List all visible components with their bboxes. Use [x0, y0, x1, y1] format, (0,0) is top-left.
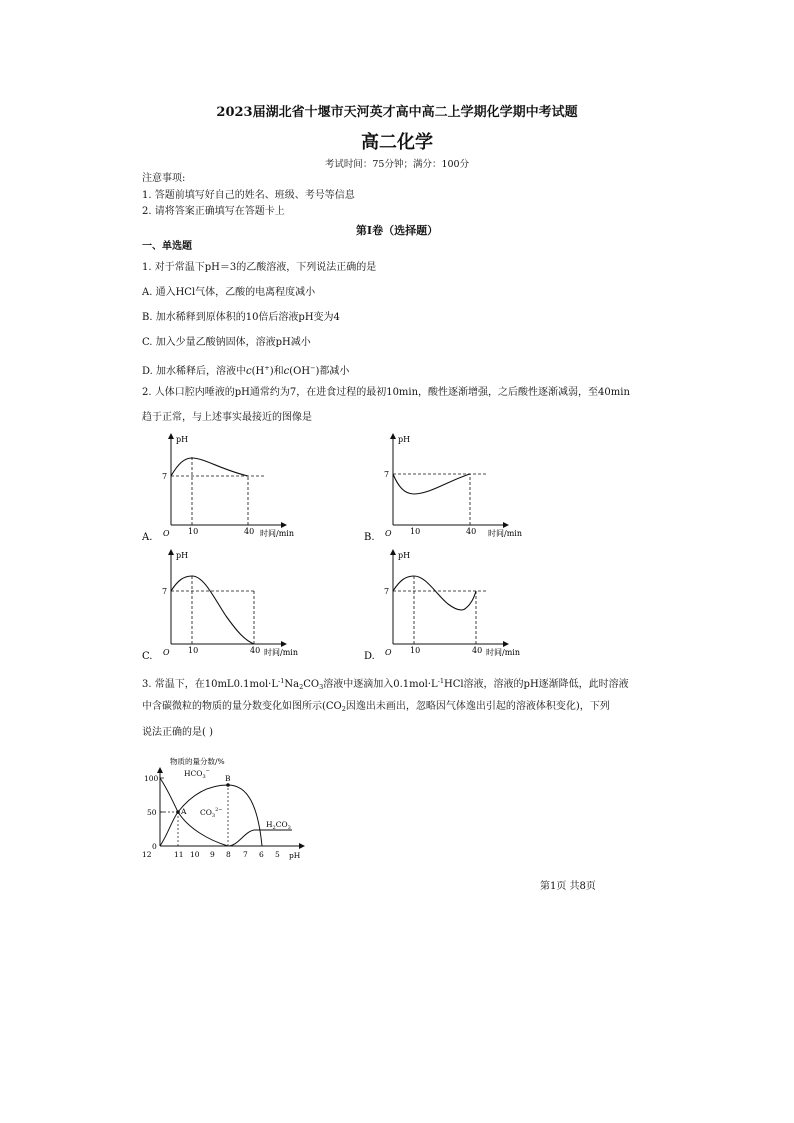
graph-c-x10: 10	[188, 646, 199, 655]
svg-text:9: 9	[210, 850, 215, 859]
graph-b-ylabel: pH	[398, 435, 411, 444]
q2-stem-line-2: 趋于正常，与上述事实最接近的图像是	[142, 412, 312, 423]
graph-a-ylabel: pH	[176, 435, 189, 444]
svg-text:10: 10	[190, 850, 200, 859]
graph-d-x10: 10	[410, 646, 421, 655]
exam-info: 考试时间：75分钟；满分：100分	[324, 159, 470, 170]
svg-text:6: 6	[259, 850, 264, 859]
graph-b-origin: O	[385, 529, 392, 538]
q3-speciation-chart	[142, 754, 312, 862]
graph-b-xlabel: 时间/min	[488, 529, 522, 538]
q3-chart-point-a: A	[181, 807, 187, 816]
svg-text:12: 12	[142, 850, 152, 859]
q3-stem-line-1: 3. 常温下，在$10mL0.1mol\cdot L^{-1}Na_2CO_3$溶液中逐滴加入$0.1mol\cdot L^{-1}HCl$溶液，溶液的pH逐渐降低，此时溶液	[142, 677, 629, 691]
q1-option-b: B. 加水稀释到原体积的10倍后溶液pH变为4	[142, 312, 340, 323]
graph-b-x10: 10	[410, 527, 421, 536]
graph-c-y7: 7	[162, 587, 168, 596]
notice-item-1: 1. 答题前填写好自己的姓名、班级、考号等信息	[142, 190, 355, 201]
graph-a-origin: O	[163, 529, 170, 538]
q1-option-d: D. 加水稀释后，溶液中c(H+)和c(OH−)都减小	[142, 364, 350, 377]
notice-heading: 注意事项:	[142, 173, 186, 184]
svg-text:7: 7	[243, 850, 248, 859]
page-footer: 第1页 共8页	[540, 881, 596, 892]
graph-a-x10: 10	[188, 527, 199, 536]
q3-stem-line-3: 说法正确的是( )	[142, 727, 213, 738]
graph-d-label: D.	[364, 651, 375, 662]
q3-chart-y50: 50	[147, 808, 157, 817]
svg-text:8: 8	[226, 850, 231, 859]
q3-chart-xticks	[142, 850, 280, 859]
q3-stem-line-2: 中含碳微粒的物质的量分数变化如图所示($CO_2$因逸出未画出，忽略因气体逸出引起的溶液体积变化)，下列	[142, 701, 610, 713]
q3-chart-co3-label: $CO_3^{2-}$	[200, 807, 223, 819]
q3-chart-xunit: pH	[289, 851, 301, 860]
graph-d-xlabel: 时间/min	[486, 648, 520, 657]
q2-graph-d	[360, 546, 560, 664]
subject-title: 高二化学	[361, 132, 433, 153]
graph-a-label: A.	[142, 532, 153, 543]
svg-text:11: 11	[174, 850, 184, 859]
q3-chart-hco3-label: $HCO_3^-$	[184, 768, 210, 780]
graph-a-x40: 40	[244, 527, 255, 536]
graph-b-label: B.	[364, 532, 375, 543]
q2-graph-c	[138, 546, 338, 664]
q2-graph-a	[138, 430, 338, 545]
graph-c-origin: O	[163, 648, 170, 657]
graph-d-ylabel: pH	[398, 551, 411, 560]
graph-c-ylabel: pH	[176, 551, 189, 560]
graph-c-label: C.	[142, 651, 153, 662]
graph-c-x40: 40	[250, 646, 261, 655]
q3-chart-y100: 100	[144, 774, 159, 783]
paper-title: 2023届湖北省十堰市天河英才高中高二上学期化学期中考试题	[216, 105, 578, 120]
graph-b-x40: 40	[466, 527, 477, 536]
graph-a-y7: 7	[162, 472, 168, 481]
q3-chart-ylabel: 物质的量分数/%	[170, 757, 225, 766]
graph-b-y7: 7	[384, 470, 390, 479]
graph-c-xlabel: 时间/min	[264, 648, 298, 657]
q3-chart-h2co3-label: $H_2CO_3$	[266, 820, 291, 831]
q3-chart-y0: 0	[152, 842, 157, 851]
q1-option-a: A. 通入HCl气体，乙酸的电离程度减小	[142, 287, 316, 298]
q3-chart-point-b: B	[225, 774, 231, 783]
q2-stem-line-1: 2. 人体口腔内唾液的pH通常约为7，在进食过程的最初10min，酸性逐渐增强，之后酸性逐渐减弱，至40min	[142, 387, 630, 398]
q1-stem: 1. 对于常温下pH＝3的乙酸溶液，下列说法正确的是	[142, 262, 377, 273]
graph-d-x40: 40	[472, 646, 483, 655]
q2-graph-b	[360, 430, 560, 545]
volume-title: 第Ⅰ卷（选择题）	[355, 224, 439, 237]
section-title: 一、单选题	[142, 241, 192, 252]
graph-d-origin: O	[385, 648, 392, 657]
notice-item-2: 2. 请将答案正确填写在答题卡上	[142, 206, 285, 217]
q1-option-c: C. 加入少量乙酸钠固体，溶液pH减小	[142, 337, 311, 348]
graph-d-y7: 7	[384, 587, 390, 596]
svg-text:5: 5	[275, 850, 280, 859]
graph-a-xlabel: 时间/min	[260, 529, 294, 538]
